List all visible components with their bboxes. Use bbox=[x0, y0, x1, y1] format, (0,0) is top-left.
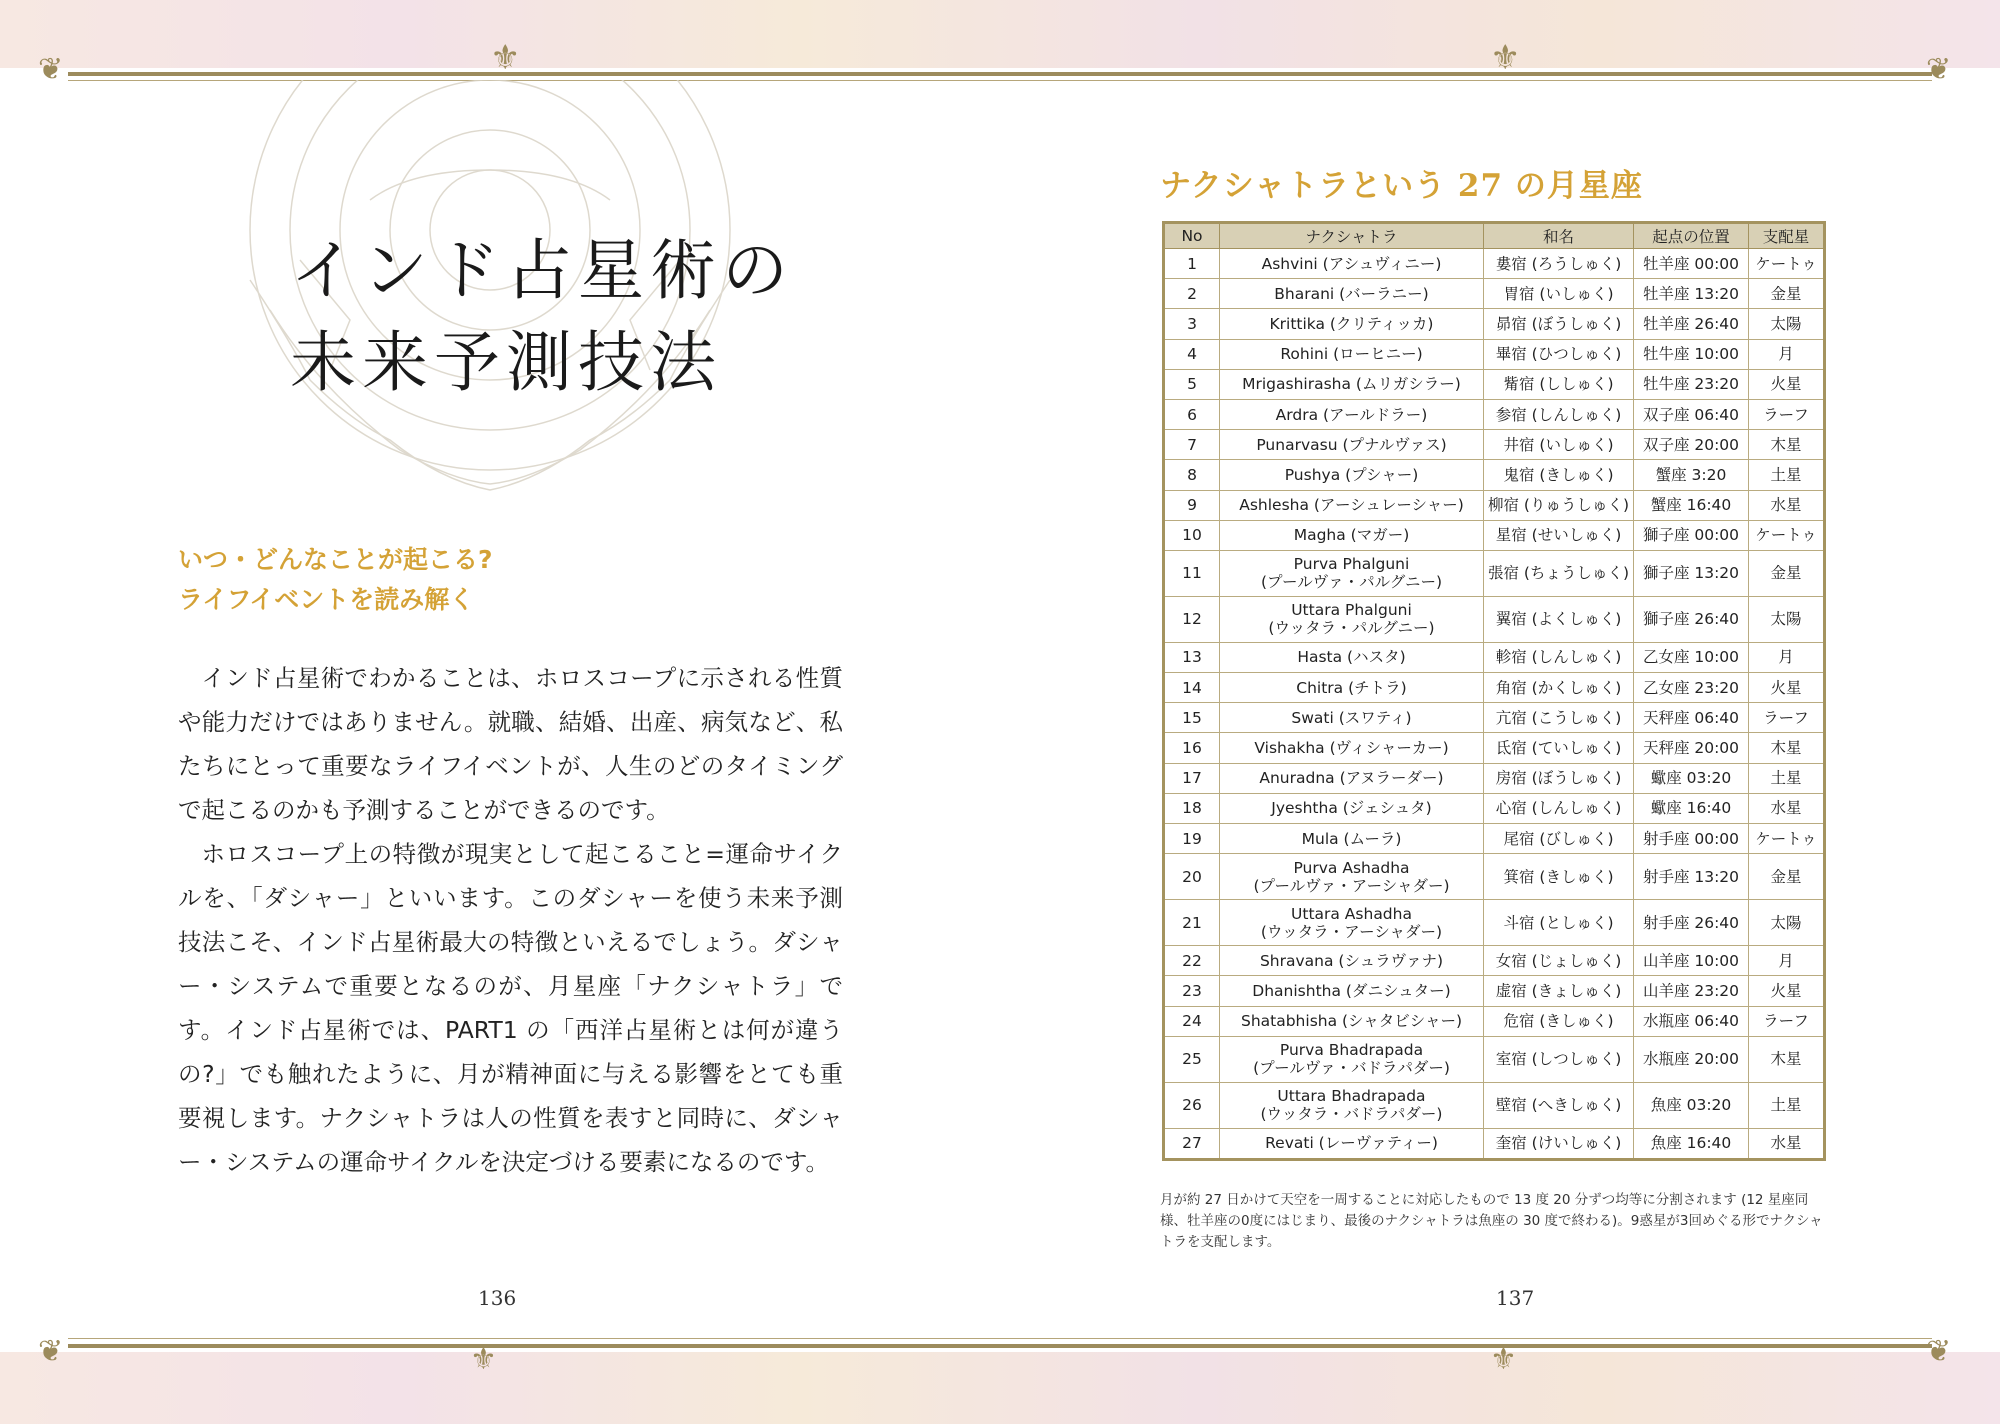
cell-nakshatra bbox=[1220, 1036, 1484, 1082]
cell-start-position: 乙女座 23:20 bbox=[1634, 673, 1749, 703]
cell-ruler: 火星 bbox=[1749, 673, 1825, 703]
fleur-ornament-icon: ⚜ bbox=[470, 1342, 497, 1377]
cell-nakshatra: Shravana (シュラヴァナ) bbox=[1220, 946, 1484, 976]
cell-start-position: 天秤座 06:40 bbox=[1634, 703, 1749, 733]
cell-nakshatra: Bharani (バーラニー) bbox=[1220, 279, 1484, 309]
cell-no: 12 bbox=[1164, 596, 1220, 642]
page-number-right: 137 bbox=[1496, 1286, 1535, 1310]
corner-flourish-icon: ❦ bbox=[38, 52, 64, 87]
cell-ruler: 水星 bbox=[1749, 490, 1825, 520]
cell-start-position: 魚座 03:20 bbox=[1634, 1082, 1749, 1128]
cell-wamei: 壁宿 (へきしゅく) bbox=[1484, 1082, 1634, 1128]
cell-ruler: ラーフ bbox=[1749, 703, 1825, 733]
cell-start-position: 獅子座 00:00 bbox=[1634, 520, 1749, 550]
table-row bbox=[1164, 596, 1825, 642]
cell-nakshatra: Krittika (クリティッカ) bbox=[1220, 309, 1484, 339]
cell-ruler: 太陽 bbox=[1749, 309, 1825, 339]
cell-nakshatra: Swati (スワティ) bbox=[1220, 703, 1484, 733]
cell-wamei: 柳宿 (りゅうしゅく) bbox=[1484, 490, 1634, 520]
page-number-left: 136 bbox=[478, 1286, 517, 1310]
cell-nakshatra: Ashvini (アシュヴィニー) bbox=[1220, 249, 1484, 279]
cell-wamei: 心宿 (しんしゅく) bbox=[1484, 793, 1634, 823]
cell-no: 22 bbox=[1164, 946, 1220, 976]
cell-wamei: 箕宿 (きしゅく) bbox=[1484, 854, 1634, 900]
nakshatra-name-latin: Uttara Bhadrapada bbox=[1277, 1087, 1426, 1106]
cell-start-position: 射手座 00:00 bbox=[1634, 824, 1749, 854]
table-header-row bbox=[1164, 223, 1825, 249]
nakshatra-name-kana: (ウッタラ・パルグニー) bbox=[1268, 619, 1435, 638]
title-line-1: インド占星術の bbox=[290, 232, 794, 309]
cell-ruler: 太陽 bbox=[1749, 900, 1825, 946]
table-row bbox=[1164, 520, 1825, 550]
nakshatra-name-kana: (プールヴァ・パルグニー) bbox=[1260, 573, 1443, 592]
cell-ruler: ラーフ bbox=[1749, 1006, 1825, 1036]
cell-no: 19 bbox=[1164, 824, 1220, 854]
cell-ruler: 土星 bbox=[1749, 763, 1825, 793]
table-row bbox=[1164, 946, 1825, 976]
header-no: No bbox=[1164, 223, 1220, 249]
cell-no: 2 bbox=[1164, 279, 1220, 309]
cell-wamei: 亢宿 (こうしゅく) bbox=[1484, 703, 1634, 733]
cell-start-position: 水瓶座 20:00 bbox=[1634, 1036, 1749, 1082]
cell-ruler: 金星 bbox=[1749, 854, 1825, 900]
nakshatra-name-kana: (ウッタラ・アーシャダー) bbox=[1260, 922, 1443, 941]
fleur-ornament-icon: ⚜ bbox=[490, 38, 521, 78]
cell-no: 15 bbox=[1164, 703, 1220, 733]
cell-no: 4 bbox=[1164, 339, 1220, 369]
cell-no: 25 bbox=[1164, 1036, 1220, 1082]
cell-start-position: 牡羊座 26:40 bbox=[1634, 309, 1749, 339]
cell-wamei: 星宿 (せいしゅく) bbox=[1484, 520, 1634, 550]
cell-start-position: 牡牛座 10:00 bbox=[1634, 339, 1749, 369]
cell-no: 27 bbox=[1164, 1128, 1220, 1159]
cell-start-position: 獅子座 26:40 bbox=[1634, 596, 1749, 642]
cell-wamei: 参宿 (しんしゅく) bbox=[1484, 399, 1634, 429]
cell-start-position: 山羊座 10:00 bbox=[1634, 946, 1749, 976]
cell-no: 24 bbox=[1164, 1006, 1220, 1036]
table-row bbox=[1164, 399, 1825, 429]
table-row bbox=[1164, 490, 1825, 520]
cell-nakshatra: Mula (ムーラ) bbox=[1220, 824, 1484, 854]
table-row bbox=[1164, 673, 1825, 703]
cell-ruler: 月 bbox=[1749, 642, 1825, 672]
table-row bbox=[1164, 279, 1825, 309]
cell-no: 14 bbox=[1164, 673, 1220, 703]
cell-start-position: 射手座 13:20 bbox=[1634, 854, 1749, 900]
cell-ruler: 月 bbox=[1749, 946, 1825, 976]
cell-no: 6 bbox=[1164, 399, 1220, 429]
cell-no: 5 bbox=[1164, 369, 1220, 399]
header-nakshatra: ナクシャトラ bbox=[1220, 223, 1484, 249]
cell-wamei: 觜宿 (ししゅく) bbox=[1484, 369, 1634, 399]
cell-wamei: 胃宿 (いしゅく) bbox=[1484, 279, 1634, 309]
bottom-decorative-band bbox=[0, 1352, 2000, 1424]
cell-nakshatra bbox=[1220, 1082, 1484, 1128]
nakshatra-name-latin: Purva Ashadha bbox=[1293, 858, 1410, 877]
table-row bbox=[1164, 854, 1825, 900]
table-row bbox=[1164, 1082, 1825, 1128]
cell-wamei: 軫宿 (しんしゅく) bbox=[1484, 642, 1634, 672]
cell-start-position: 水瓶座 06:40 bbox=[1634, 1006, 1749, 1036]
paragraph-1: インド占星術でわかることは、ホロスコープに示される性質や能力だけではありません。就職、結婚、出産、病気など、私たちにとって重要なライフイベントが、人生のどのタイミングで起こるのかも予測することができるのです。 bbox=[178, 664, 843, 824]
cell-no: 3 bbox=[1164, 309, 1220, 339]
cell-no: 16 bbox=[1164, 733, 1220, 763]
cell-nakshatra: Pushya (プシャー) bbox=[1220, 460, 1484, 490]
cell-ruler: 火星 bbox=[1749, 976, 1825, 1006]
cell-no: 21 bbox=[1164, 900, 1220, 946]
cell-ruler: ラーフ bbox=[1749, 399, 1825, 429]
cell-nakshatra bbox=[1220, 550, 1484, 596]
table-row bbox=[1164, 733, 1825, 763]
cell-wamei: 井宿 (いしゅく) bbox=[1484, 430, 1634, 460]
cell-start-position: 双子座 20:00 bbox=[1634, 430, 1749, 460]
table-row bbox=[1164, 703, 1825, 733]
cell-wamei: 角宿 (かくしゅく) bbox=[1484, 673, 1634, 703]
cell-no: 20 bbox=[1164, 854, 1220, 900]
cell-wamei: 斗宿 (としゅく) bbox=[1484, 900, 1634, 946]
cell-start-position: 山羊座 23:20 bbox=[1634, 976, 1749, 1006]
cell-no: 7 bbox=[1164, 430, 1220, 460]
cell-ruler: 木星 bbox=[1749, 733, 1825, 763]
cell-ruler: ケートゥ bbox=[1749, 520, 1825, 550]
table-row bbox=[1164, 249, 1825, 279]
cell-wamei: 女宿 (じょしゅく) bbox=[1484, 946, 1634, 976]
cell-nakshatra: Anuradna (アヌラーダー) bbox=[1220, 763, 1484, 793]
cell-no: 8 bbox=[1164, 460, 1220, 490]
table-row bbox=[1164, 1128, 1825, 1159]
table-row bbox=[1164, 339, 1825, 369]
table-row bbox=[1164, 550, 1825, 596]
header-wamei: 和名 bbox=[1484, 223, 1634, 249]
table-row bbox=[1164, 369, 1825, 399]
table-row bbox=[1164, 1006, 1825, 1036]
cell-wamei: 虚宿 (きょしゅく) bbox=[1484, 976, 1634, 1006]
cell-wamei: 奎宿 (けいしゅく) bbox=[1484, 1128, 1634, 1159]
header-ruler: 支配星 bbox=[1749, 223, 1825, 249]
table-row bbox=[1164, 430, 1825, 460]
cell-wamei: 危宿 (きしゅく) bbox=[1484, 1006, 1634, 1036]
cell-ruler: ケートゥ bbox=[1749, 824, 1825, 854]
cell-nakshatra: Revati (レーヴァティー) bbox=[1220, 1128, 1484, 1159]
bottom-rule-thin bbox=[68, 1338, 1932, 1339]
cell-no: 1 bbox=[1164, 249, 1220, 279]
cell-nakshatra: Hasta (ハスタ) bbox=[1220, 642, 1484, 672]
cell-nakshatra: Magha (マガー) bbox=[1220, 520, 1484, 550]
cell-ruler: 土星 bbox=[1749, 1082, 1825, 1128]
cell-start-position: 射手座 26:40 bbox=[1634, 900, 1749, 946]
cell-ruler: 太陽 bbox=[1749, 596, 1825, 642]
cell-wamei: 翼宿 (よくしゅく) bbox=[1484, 596, 1634, 642]
cell-nakshatra: Dhanishtha (ダニシュター) bbox=[1220, 976, 1484, 1006]
cell-ruler: 月 bbox=[1749, 339, 1825, 369]
nakshatra-name-latin: Uttara Ashadha bbox=[1291, 904, 1412, 923]
cell-nakshatra bbox=[1220, 596, 1484, 642]
header-start-position: 起点の位置 bbox=[1634, 223, 1749, 249]
top-rule bbox=[68, 72, 1932, 76]
corner-flourish-icon: ❦ bbox=[1926, 52, 1952, 87]
top-decorative-band bbox=[0, 0, 2000, 68]
cell-wamei: 張宿 (ちょうしゅく) bbox=[1484, 550, 1634, 596]
corner-flourish-icon: ❦ bbox=[38, 1334, 64, 1369]
table-row bbox=[1164, 642, 1825, 672]
cell-start-position: 乙女座 10:00 bbox=[1634, 642, 1749, 672]
cell-nakshatra: Ashlesha (アーシュレーシャー) bbox=[1220, 490, 1484, 520]
cell-nakshatra: Vishakha (ヴィシャーカー) bbox=[1220, 733, 1484, 763]
cell-start-position: 獅子座 13:20 bbox=[1634, 550, 1749, 596]
cell-ruler: 水星 bbox=[1749, 793, 1825, 823]
cell-nakshatra: Rohini (ローヒニー) bbox=[1220, 339, 1484, 369]
cell-wamei: 室宿 (しつしゅく) bbox=[1484, 1036, 1634, 1082]
cell-wamei: 昴宿 (ぼうしゅく) bbox=[1484, 309, 1634, 339]
subheading-line-2: ライフイベントを読み解く bbox=[178, 585, 475, 614]
table-body bbox=[1164, 249, 1825, 1160]
cell-start-position: 蟹座 3:20 bbox=[1634, 460, 1749, 490]
nakshatra-name-latin: Uttara Phalguni bbox=[1291, 601, 1412, 620]
cell-wamei: 鬼宿 (きしゅく) bbox=[1484, 460, 1634, 490]
cell-nakshatra bbox=[1220, 854, 1484, 900]
bottom-rule bbox=[68, 1344, 1932, 1348]
table-row bbox=[1164, 793, 1825, 823]
cell-ruler: 水星 bbox=[1749, 1128, 1825, 1159]
cell-ruler: ケートゥ bbox=[1749, 249, 1825, 279]
cell-ruler: 土星 bbox=[1749, 460, 1825, 490]
table-caption: 月が約 27 日かけて天空を一周することに対応したもので 13 度 20 分ずつ均等に分割されます (12 星座同様、牡羊座の0度にはじまり、最後のナクシャトラは魚座の 30 度で終わる)。9惑星が3回めぐる形でナクシャトラを支配します。 bbox=[1160, 1192, 1823, 1250]
cell-no: 10 bbox=[1164, 520, 1220, 550]
cell-nakshatra: Jyeshtha (ジェシュタ) bbox=[1220, 793, 1484, 823]
cell-no: 13 bbox=[1164, 642, 1220, 672]
cell-nakshatra: Shatabhisha (シャタビシャー) bbox=[1220, 1006, 1484, 1036]
table-row bbox=[1164, 763, 1825, 793]
cell-start-position: 蠍座 16:40 bbox=[1634, 793, 1749, 823]
cell-start-position: 牡牛座 23:20 bbox=[1634, 369, 1749, 399]
cell-ruler: 木星 bbox=[1749, 1036, 1825, 1082]
cell-no: 11 bbox=[1164, 550, 1220, 596]
nakshatra-table bbox=[1162, 221, 1826, 1161]
table-row bbox=[1164, 1036, 1825, 1082]
body-text bbox=[178, 656, 843, 1184]
cell-no: 17 bbox=[1164, 763, 1220, 793]
cell-nakshatra: Mrigashirasha (ムリガシラー) bbox=[1220, 369, 1484, 399]
subheading-line-1: いつ・どんなことが起こる? bbox=[178, 545, 493, 574]
cell-wamei: 氐宿 (ていしゅく) bbox=[1484, 733, 1634, 763]
cell-start-position: 牡羊座 00:00 bbox=[1634, 249, 1749, 279]
table-title: ナクシャトラという 27 の月星座 bbox=[1160, 168, 1643, 204]
cell-start-position: 蟹座 16:40 bbox=[1634, 490, 1749, 520]
cell-start-position: 天秤座 20:00 bbox=[1634, 733, 1749, 763]
fleur-ornament-icon: ⚜ bbox=[1490, 1342, 1517, 1377]
nakshatra-name-latin: Purva Phalguni bbox=[1293, 555, 1410, 574]
cell-nakshatra: Punarvasu (プナルヴァス) bbox=[1220, 430, 1484, 460]
nakshatra-name-kana: (ウッタラ・バドラパダー) bbox=[1260, 1105, 1443, 1124]
fleur-ornament-icon: ⚜ bbox=[1490, 38, 1521, 78]
cell-wamei: 房宿 (ぼうしゅく) bbox=[1484, 763, 1634, 793]
title-line-2: 未来予測技法 bbox=[290, 324, 722, 401]
table-row bbox=[1164, 900, 1825, 946]
cell-ruler: 金星 bbox=[1749, 279, 1825, 309]
table-row bbox=[1164, 824, 1825, 854]
chapter-title bbox=[290, 225, 810, 409]
cell-ruler: 木星 bbox=[1749, 430, 1825, 460]
cell-no: 23 bbox=[1164, 976, 1220, 1006]
cell-ruler: 金星 bbox=[1749, 550, 1825, 596]
cell-ruler: 火星 bbox=[1749, 369, 1825, 399]
cell-nakshatra bbox=[1220, 900, 1484, 946]
cell-start-position: 魚座 16:40 bbox=[1634, 1128, 1749, 1159]
cell-nakshatra: Chitra (チトラ) bbox=[1220, 673, 1484, 703]
table-row bbox=[1164, 976, 1825, 1006]
cell-start-position: 蠍座 03:20 bbox=[1634, 763, 1749, 793]
table-row bbox=[1164, 460, 1825, 490]
cell-no: 26 bbox=[1164, 1082, 1220, 1128]
cell-wamei: 婁宿 (ろうしゅく) bbox=[1484, 249, 1634, 279]
cell-no: 18 bbox=[1164, 793, 1220, 823]
table-row bbox=[1164, 309, 1825, 339]
cell-wamei: 尾宿 (びしゅく) bbox=[1484, 824, 1634, 854]
cell-wamei: 畢宿 (ひつしゅく) bbox=[1484, 339, 1634, 369]
cell-start-position: 双子座 06:40 bbox=[1634, 399, 1749, 429]
paragraph-2: ホロスコープ上の特徴が現実として起こること=運命サイクルを、「ダシャー」といいます。このダシャーを使う未来予測技法こそ、インド占星術最大の特徴といえるでしょう。ダシャー・システムで重要となるのが、月星座「ナクシャトラ」です。インド占星術では、PART1 の「西洋占星術とは何が違うの?」でも触れたように、月が精神面に与える影響をとても重要視します。ナクシャトラは人の性質を表すと同時に、ダシャー・システムの運命サイクルを決定づける要素になるのです。 bbox=[178, 840, 843, 1176]
cell-no: 9 bbox=[1164, 490, 1220, 520]
corner-flourish-icon: ❦ bbox=[1926, 1334, 1952, 1369]
nakshatra-name-latin: Purva Bhadrapada bbox=[1279, 1041, 1424, 1060]
cell-nakshatra: Ardra (アールドラー) bbox=[1220, 399, 1484, 429]
section-subheading bbox=[178, 540, 698, 620]
nakshatra-name-kana: (プールヴァ・アーシャダー) bbox=[1253, 876, 1450, 895]
nakshatra-name-kana: (プールヴァ・バドラパダー) bbox=[1253, 1059, 1450, 1078]
cell-start-position: 牡羊座 13:20 bbox=[1634, 279, 1749, 309]
